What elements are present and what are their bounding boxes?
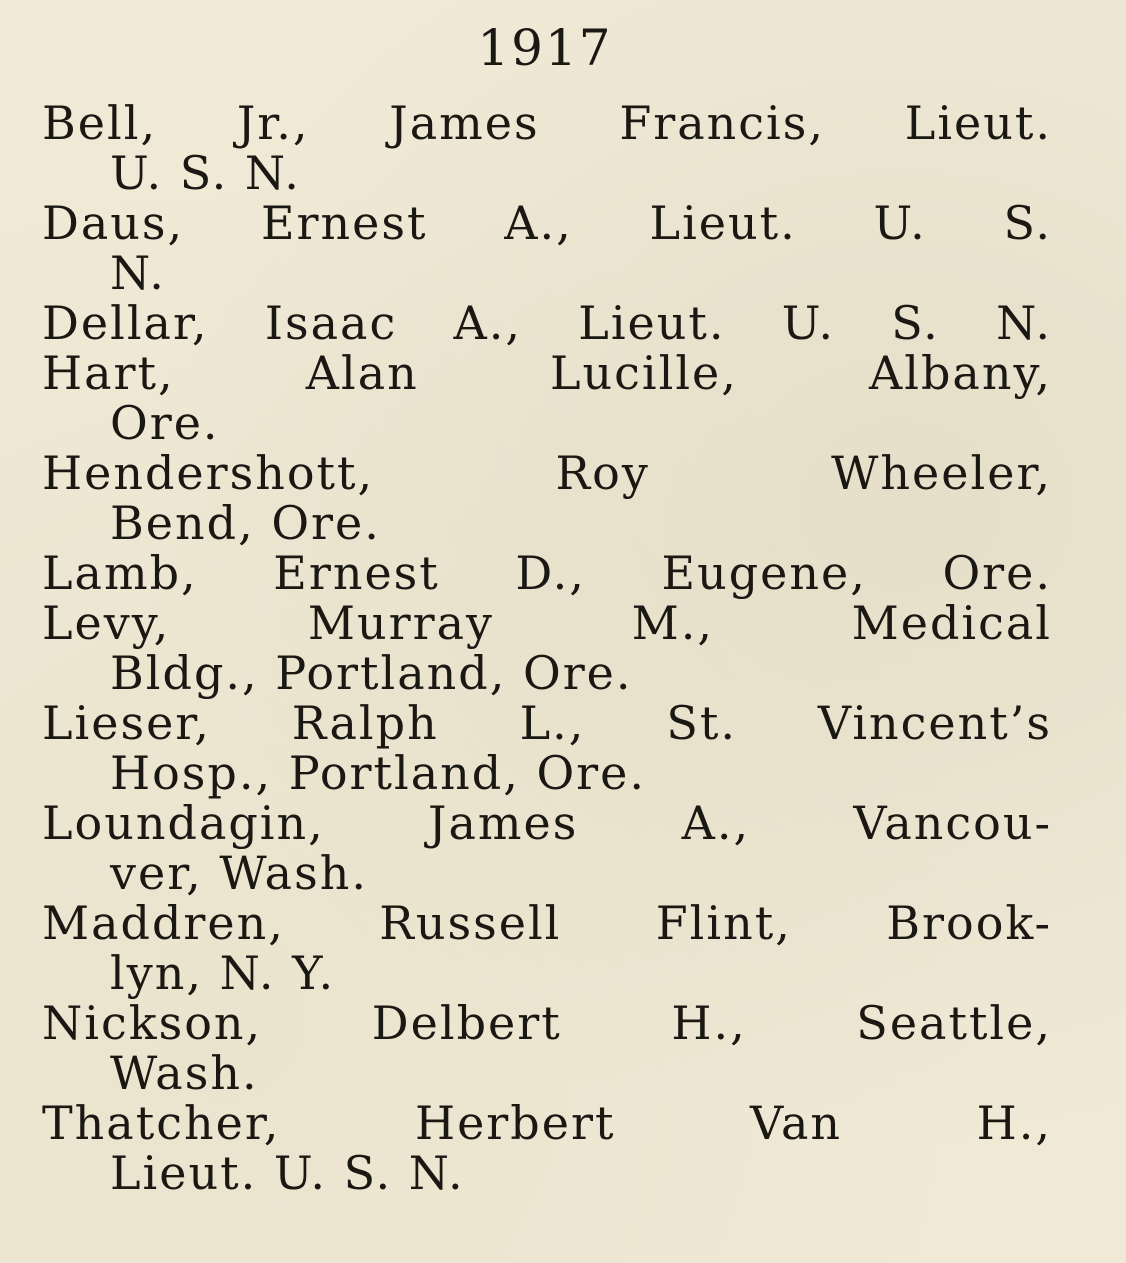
list-item xyxy=(42,798,1052,898)
list-item xyxy=(42,898,1052,998)
list-item xyxy=(42,348,1052,448)
list-item xyxy=(42,298,1052,348)
entry-continuation-line: U. S. N. xyxy=(110,146,301,200)
entry-name-line: Hendershott, Roy Wheeler, xyxy=(42,446,1052,500)
list-item xyxy=(42,98,1052,198)
list-item xyxy=(42,448,1052,548)
entry-name-line: Dellar, Isaac A., Lieut. U. S. N. xyxy=(42,296,1052,350)
entry-name-line: Bell, Jr., James Francis, Lieut. xyxy=(42,96,1052,150)
entry-continuation-line: ver, Wash. xyxy=(110,846,368,900)
list-item xyxy=(42,548,1052,598)
entry-continuation-line: N. xyxy=(110,246,166,300)
list-item xyxy=(42,1098,1052,1198)
list-item xyxy=(42,698,1052,798)
entry-continuation-line: Hosp., Portland, Ore. xyxy=(110,746,646,800)
entry-name-line: Nickson, Delbert H., Seattle, xyxy=(42,996,1052,1050)
roster-list xyxy=(42,98,1052,1198)
entry-name-line: Daus, Ernest A., Lieut. U. S. xyxy=(42,196,1052,250)
list-item xyxy=(42,198,1052,298)
entry-name-line: Lamb, Ernest D., Eugene, Ore. xyxy=(42,546,1052,600)
list-item xyxy=(42,998,1052,1098)
entry-name-line: Levy, Murray M., Medical xyxy=(42,596,1052,650)
entry-name-line: Lieser, Ralph L., St. Vincent’s xyxy=(42,696,1052,750)
list-item xyxy=(42,598,1052,698)
entry-continuation-line: Ore. xyxy=(110,396,220,450)
entry-continuation-line: Wash. xyxy=(110,1046,259,1100)
entry-name-line: Loundagin, James A., Vancou- xyxy=(42,796,1052,850)
entry-name-line: Hart, Alan Lucille, Albany, xyxy=(42,346,1052,400)
entry-name-line: Maddren, Russell Flint, Brook- xyxy=(42,896,1052,950)
entry-continuation-line: Lieut. U. S. N. xyxy=(110,1146,465,1200)
page-year-heading: 1917 xyxy=(477,19,613,77)
entry-continuation-line: Bldg., Portland, Ore. xyxy=(110,646,633,700)
entry-continuation-line: Bend, Ore. xyxy=(110,496,381,550)
entry-name-line: Thatcher, Herbert Van H., xyxy=(42,1096,1052,1150)
entry-continuation-line: lyn, N. Y. xyxy=(110,946,336,1000)
